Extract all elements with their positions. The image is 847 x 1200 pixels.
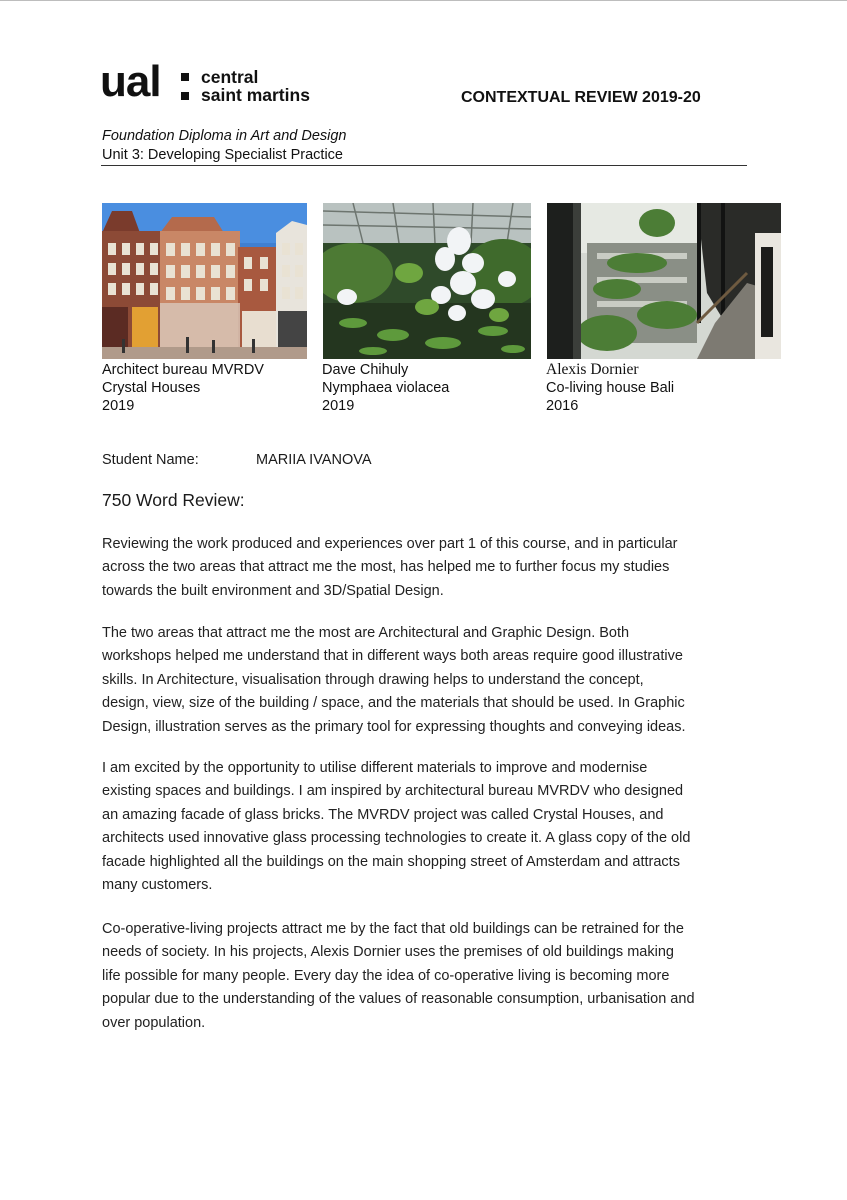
student-name-label: Student Name: [102, 452, 199, 468]
work-title: Crystal Houses [102, 380, 201, 396]
work-year: 2019 [322, 398, 355, 414]
paragraph-line: architects used innovative glass processing technologies to create it. A glass copy of the old [102, 830, 691, 847]
logo-wordmark: ual [100, 57, 161, 106]
work-caption [102, 361, 264, 415]
paragraph-line: life possible for many people. Every day the idea of co-operative living is becoming more [102, 967, 670, 984]
student-name-value: MARIIA IVANOVA [256, 452, 372, 468]
paragraph-line: Co-operative-living projects attract me by the fact that old buildings can be retrained for the [102, 921, 684, 937]
logo-line-central: central [201, 67, 259, 87]
document-title: CONTEXTUAL REVIEW 2019-20 [461, 89, 701, 106]
review-heading: 750 Word Review: [102, 490, 245, 510]
work-title: Co-living house Bali [546, 380, 675, 396]
paragraph-line: The two areas that attract me the most are Architectural and Graphic Design. Both [102, 625, 630, 641]
co-living-house-photo [547, 203, 781, 359]
review-paragraph-1 [102, 533, 752, 603]
paragraph-line: popular due to the understanding of the values of reasonable consumption, urbanisation and [102, 991, 695, 1008]
paragraph-line: an amazing facade of glass bricks. The MVRDV project was called Crystal Houses, and [102, 806, 664, 823]
crystal-houses-photo [102, 203, 307, 359]
work-year: 2016 [546, 398, 579, 414]
logo-line-saint-martins: saint martins [201, 85, 310, 105]
course-name: Foundation Diploma in Art and Design [102, 128, 347, 144]
work-artist: Dave Chihuly [322, 362, 409, 378]
logo-colon-icon [181, 73, 189, 103]
work-year: 2019 [102, 398, 135, 414]
paragraph-line: workshops helped me understand that in different ways both areas require good illustrative [102, 648, 683, 665]
page-top-border [0, 0, 847, 1]
paragraph-line: over population. [102, 1014, 206, 1031]
unit-name: Unit 3: Developing Specialist Practice [102, 147, 343, 163]
work-artist: Architect bureau MVRDV [102, 362, 264, 378]
review-paragraph-2 [102, 622, 752, 739]
paragraph-line: design, view, size of the building / space, and the materials that should be used. In Graphic [102, 695, 685, 712]
header-divider [101, 165, 747, 166]
paragraph-line: I am excited by the opportunity to utilise different materials to improve and modernise [102, 760, 648, 776]
paragraph-line: towards the built environment and 3D/Spatial Design. [102, 582, 444, 599]
paragraph-line: facade highlighted all the buildings on the main shopping street of Amsterdam and attracts [102, 853, 680, 870]
work-caption [322, 361, 449, 415]
review-paragraph-4 [102, 918, 752, 1035]
paragraph-line: across the two areas that attract me the most, has helped me to further focus my studies [102, 559, 670, 576]
work-caption [546, 361, 674, 415]
paragraph-line: Reviewing the work produced and experiences over part 1 of this course, and in particular [102, 536, 678, 552]
paragraph-line: existing spaces and buildings. I am inspired by architectural bureau MVRDV who designed [102, 783, 684, 800]
review-paragraph-3 [102, 757, 752, 897]
work-artist: Alexis Dornier [546, 361, 639, 378]
nymphaea-violacea-photo [323, 203, 531, 359]
paragraph-line: skills. In Architecture, visualisation through drawing helps to understand the concept, [102, 671, 644, 688]
paragraph-line: many customers. [102, 877, 213, 894]
paragraph-line: Design, illustration serves as the primary tool for expressing thoughts and conveying ideas. [102, 718, 686, 735]
logo-college-name [201, 68, 310, 104]
paragraph-line: needs of society. In his projects, Alexis Dornier uses the premises of old buildings making [102, 944, 674, 961]
work-title: Nymphaea violacea [322, 380, 450, 396]
